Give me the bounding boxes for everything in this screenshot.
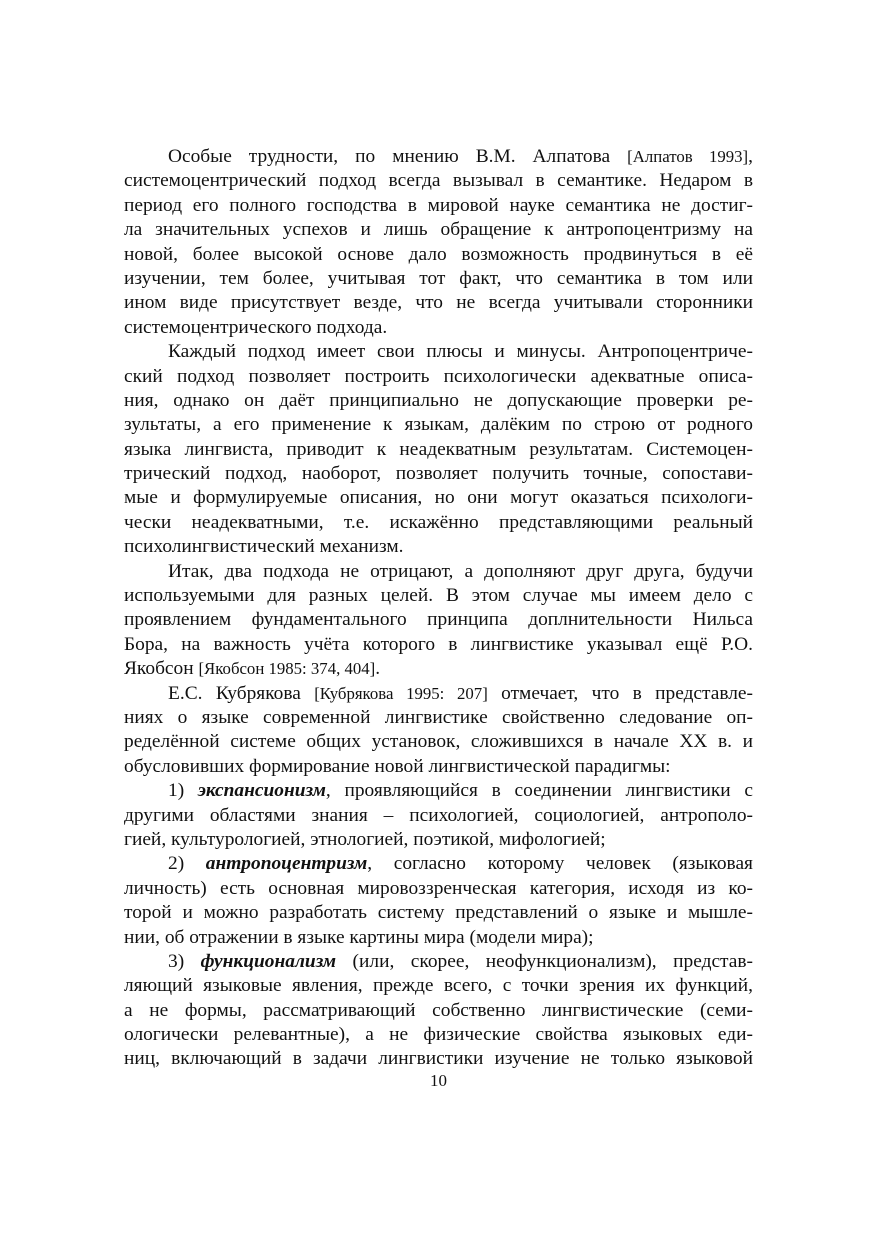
paragraph	[124, 852, 753, 950]
key-term: антропоцентризм	[205, 853, 368, 875]
text-segment: нии, об отражении в языке картины мира (модели мира);	[124, 926, 594, 948]
text-segment: Якобсон	[124, 658, 199, 680]
text-line	[124, 999, 753, 1023]
text-segment: ния, однако он даёт принципиально не допускающие проверки ре-	[124, 389, 753, 411]
text-segment: торой и можно разработать систему представлений о языке и мышле-	[124, 902, 753, 924]
text-line	[124, 608, 753, 632]
text-segment: 2)	[168, 853, 206, 875]
text-segment: 1)	[168, 780, 198, 802]
text-line	[124, 316, 753, 340]
text-segment: системоцентрического подхода.	[124, 316, 388, 338]
text-line	[124, 877, 753, 901]
text-segment: обусловивших формирование новой лингвистической парадигмы:	[124, 755, 671, 777]
paragraph	[124, 340, 753, 560]
citation: [Кубрякова 1995: 207]	[314, 683, 488, 703]
text-segment: ниц, включающий в задачи лингвистики изучение не только языковой	[124, 1048, 753, 1070]
paragraph	[124, 779, 753, 852]
text-line	[124, 194, 753, 218]
text-line	[124, 389, 753, 413]
text-line	[124, 486, 753, 510]
text-line	[124, 340, 753, 364]
text-line	[124, 804, 753, 828]
page-body	[124, 145, 753, 1072]
text-line	[124, 291, 753, 315]
text-segment: гией, культурологией, этнологией, поэтикой, мифологией;	[124, 828, 606, 850]
text-segment: ский подход позволяет построить психологически адекватные описа-	[124, 365, 753, 387]
text-segment: .	[375, 658, 381, 680]
text-segment: системоцентрический подход всегда вызывал в семантике. Недаром в	[124, 170, 753, 192]
text-segment: отмечает, что в представле-	[487, 682, 753, 704]
text-line	[124, 974, 753, 998]
text-line	[124, 462, 753, 486]
text-line	[124, 950, 753, 974]
text-line	[124, 243, 753, 267]
text-segment: , проявляющийся в соединении лингвистики с	[325, 780, 753, 802]
text-line	[124, 535, 753, 559]
text-line	[124, 730, 753, 754]
citation: [Алпатов 1993]	[627, 147, 749, 166]
text-line	[124, 828, 753, 852]
text-line	[124, 584, 753, 608]
paragraph	[124, 560, 753, 682]
text-line	[124, 755, 753, 779]
text-segment: ,	[748, 146, 753, 167]
text-segment: период его полного господства в мировой науке семантика не достиг-	[124, 194, 753, 216]
text-line	[124, 633, 753, 657]
text-segment: а не формы, рассматривающий собственно лингвистические (семи-	[124, 999, 753, 1021]
text-segment: трический подход, наоборот, позволяет получить точные, сопостави-	[124, 463, 753, 485]
text-segment: Каждый подход имеет свои плюсы и минусы. Антропоцентриче-	[168, 341, 753, 363]
text-segment: Бора, на важность учёта которого в лингвистике указывал ещё Р.О.	[124, 633, 753, 655]
text-line	[124, 682, 753, 706]
key-term: экспансионизм	[197, 780, 326, 802]
text-segment: психолингвистический механизм.	[124, 536, 404, 558]
text-line	[124, 926, 753, 950]
text-segment: , согласно которому человек (языковая	[367, 853, 753, 875]
text-segment: языка лингвиста, приводит к неадекватным результатам. Системоцен-	[124, 438, 753, 460]
text-line	[124, 413, 753, 437]
text-segment: личность) есть основная мировоззренческая категория, исходя из ко-	[124, 877, 753, 899]
text-segment: новой, более высокой основе дало возможность продвинуться в её	[124, 243, 753, 265]
text-segment: чески неадекватными, т.е. искажённо представляющими реальный	[124, 511, 753, 533]
text-segment: (или, скорее, неофункционализм), представ-	[336, 950, 753, 972]
text-line	[124, 145, 753, 169]
text-segment: проявлением фундаментального принципа доплнительности Нильса	[124, 609, 753, 631]
paragraph	[124, 682, 753, 780]
text-segment: другими областями знания – психологией, социологией, антрополо-	[124, 804, 753, 826]
text-line	[124, 560, 753, 584]
text-segment: ла значительных успехов и лишь обращение к антропоцентризму на	[124, 219, 753, 241]
text-line	[124, 706, 753, 730]
text-line	[124, 169, 753, 193]
key-term: функционализм	[200, 950, 337, 972]
text-line	[124, 1023, 753, 1047]
text-line	[124, 901, 753, 925]
text-line	[124, 365, 753, 389]
text-line	[124, 267, 753, 291]
page-number: 10	[430, 1071, 447, 1090]
text-segment: ределённой системе общих установок, сложившихся в начале XX в. и	[124, 731, 753, 753]
text-segment: ологически релевантные), а не физические свойства языковых еди-	[124, 1024, 753, 1046]
citation: [Якобсон 1985: 374, 404]	[198, 659, 376, 679]
text-segment: ляющий языковые явления, прежде всего, с точки зрения их функций,	[124, 975, 753, 997]
text-segment: Е.С. Кубрякова	[168, 682, 315, 704]
text-line	[124, 511, 753, 535]
text-segment: ниях о языке современной лингвистике свойственно следование оп-	[124, 706, 753, 728]
text-segment: Итак, два подхода не отрицают, а дополняют друг друга, будучи	[168, 560, 753, 582]
text-line	[124, 852, 753, 876]
text-line	[124, 657, 753, 681]
text-segment: используемыми для разных целей. В этом случае мы имеем дело с	[124, 585, 753, 607]
text-line	[124, 438, 753, 462]
paragraph	[124, 950, 753, 1072]
text-segment: ином виде присутствует везде, что не всегда учитывали сторонники	[124, 292, 753, 314]
text-line	[124, 218, 753, 242]
paragraph	[124, 145, 753, 340]
text-segment: Особые трудности, по мнению В.М. Алпатова	[168, 146, 628, 167]
text-segment: мые и формулируемые описания, но они могут оказаться психологи-	[124, 487, 753, 509]
text-segment: изучении, тем более, учитывая тот факт, что семантика в том или	[124, 267, 753, 289]
text-segment: 3)	[168, 950, 201, 972]
text-line	[124, 1047, 753, 1071]
text-segment: зультаты, а его применение к языкам, далёким по строю от родного	[124, 414, 753, 436]
text-line	[124, 779, 753, 803]
